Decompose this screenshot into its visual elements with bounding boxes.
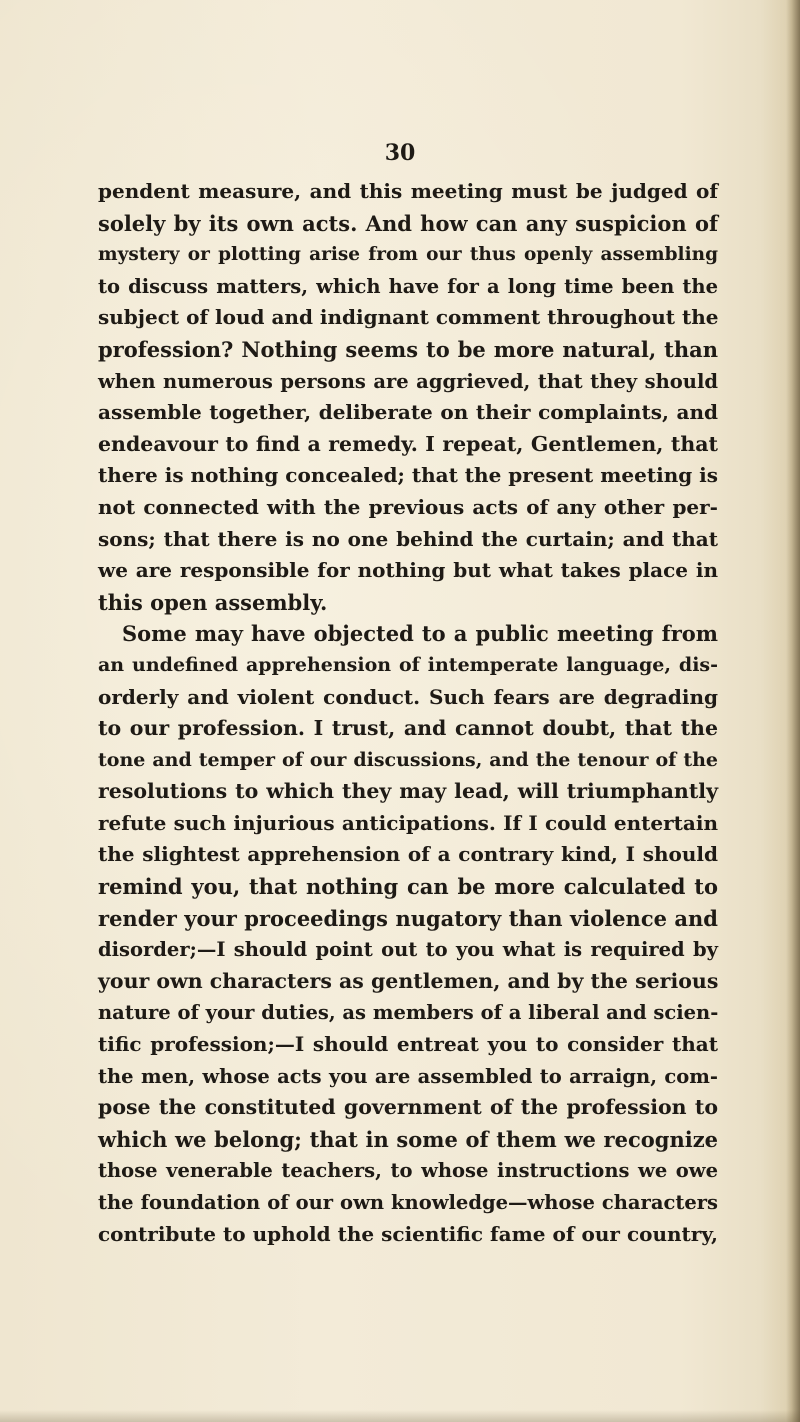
text-line: orderly and violent conduct. Such fears are degrading bbox=[98, 684, 718, 709]
text-line: when numerous persons are aggrieved, that they should bbox=[98, 369, 718, 393]
text-line: not connected with the previous acts of any other per- bbox=[98, 494, 718, 519]
text-line: we are responsible for nothing but what takes place in bbox=[98, 558, 718, 583]
text-line: disorder;—I should point out to you what is required by bbox=[98, 938, 718, 962]
text-line: sons; that there is no one behind the curtain; and that bbox=[98, 526, 718, 551]
body-text bbox=[98, 176, 718, 1250]
text-line: to our profession. I trust, and cannot doubt, that the bbox=[98, 716, 718, 741]
text-line: an undefined apprehension of intemperate language, dis- bbox=[98, 653, 718, 676]
text-line: assemble together, deliberate on their complaints, and bbox=[98, 400, 718, 425]
text-line: pendent measure, and this meeting must be judged of bbox=[98, 179, 718, 203]
page-edge-shadow bbox=[786, 0, 800, 1422]
text-line: mystery or plotting arise from our thus openly assembling bbox=[98, 244, 718, 266]
text-line: to discuss matters, which have for a long time been the bbox=[98, 274, 718, 298]
text-line: refute such injurious anticipations. If I could entertain bbox=[98, 810, 718, 835]
text-line: solely by its own acts. And how can any suspicion of bbox=[98, 210, 718, 236]
text-line: the foundation of our own knowledge—whose characters bbox=[98, 1191, 718, 1214]
text-line: endeavour to find a remedy. I repeat, Gentlemen, that bbox=[98, 431, 718, 456]
text-line: the slightest apprehension of a contrary kind, I should bbox=[98, 842, 718, 867]
text-line: Some may have objected to a public meeting from bbox=[122, 621, 718, 647]
text-line: profession? Nothing seems to be more natural, than bbox=[98, 336, 718, 362]
text-line: remind you, that nothing can be more calculated to bbox=[98, 874, 718, 900]
text-line: resolutions to which they may lead, will triumphantly bbox=[98, 779, 718, 804]
text-line: contribute to uphold the scientific fame of our country, bbox=[98, 1221, 718, 1246]
text-line: render your proceedings nugatory than violence and bbox=[98, 905, 718, 931]
text-line: tone and temper of our discussions, and the tenour of the bbox=[98, 748, 718, 771]
text-line: those venerable teachers, to whose instructions we owe bbox=[98, 1159, 718, 1183]
text-line: your own characters as gentlemen, and by the serious bbox=[98, 968, 719, 993]
text-line: the men, whose acts you are assembled to arraign, com- bbox=[98, 1064, 718, 1088]
text-line: pose the constituted government of the profession to bbox=[98, 1095, 718, 1120]
text-line: nature of your duties, as members of a liberal and scien- bbox=[98, 1001, 719, 1025]
text-line: which we belong; that in some of them we recognize bbox=[98, 1126, 718, 1152]
text-line: subject of loud and indignant comment throughout the bbox=[98, 305, 719, 330]
page-number: 30 bbox=[384, 140, 416, 166]
page-bottom-edge bbox=[0, 1410, 800, 1422]
text-line: there is nothing concealed; that the present meeting is bbox=[98, 463, 719, 488]
text-line: this open assembly. bbox=[98, 589, 328, 615]
text-line: tific profession;—I should entreat you to consider that bbox=[98, 1032, 718, 1057]
